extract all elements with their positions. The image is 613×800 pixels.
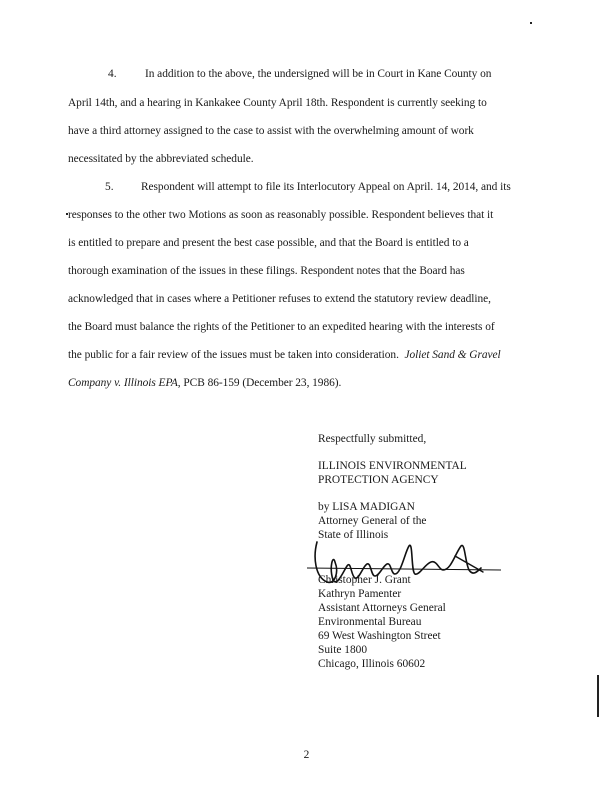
paragraph-4-line-2: April 14th, and a hearing in Kankakee County April 18th. Respondent is currently seeking to [68, 97, 487, 109]
citation-case-name: Joliet Sand & Gravel [404, 349, 501, 361]
paragraph-4-line-1: In addition to the above, the undersigned will be in Court in Kane County on [145, 68, 492, 80]
citation-case-name-cont: Company v. Illinois EPA [68, 377, 178, 389]
paragraph-5-line-4: thorough examination of the issues in these filings. Respondent notes that the Board has [68, 265, 465, 277]
paragraph-5-line-7 [68, 349, 501, 362]
paragraph-5-line-8 [68, 377, 341, 390]
scan-speck [530, 22, 532, 24]
address-line-2: Suite 1800 [318, 644, 368, 656]
paragraph-4-line-3: have a third attorney assigned to the case to assist with the overwhelming amount of work [68, 125, 474, 137]
address-line-1: 69 West Washington Street [318, 630, 441, 642]
attorney-role: Assistant Attorneys General [318, 602, 446, 614]
title-line-2: State of Illinois [318, 529, 389, 541]
scan-edge-mark [597, 675, 599, 717]
paragraph-5-number: 5. [105, 181, 114, 193]
paragraph-5-line-1: Respondent will attempt to file its Interlocutory Appeal on April. 14, 2014, and its [141, 181, 511, 193]
paragraph-5-line-6: the Board must balance the rights of the Petitioner to an expedited hearing with the interests of [68, 321, 495, 333]
page-number: 2 [303, 749, 310, 761]
citation-rest: , PCB 86-159 (December 23, 1986). [177, 377, 342, 389]
paragraph-5-line-7-text: the public for a fair review of the issues must be taken into consideration. [68, 349, 399, 361]
closing: Respectfully submitted, [318, 433, 427, 445]
agency-line-1: ILLINOIS ENVIRONMENTAL [318, 460, 467, 472]
attorney-name-1: Christopher J. Grant [318, 574, 411, 586]
paragraph-5-line-2: responses to the other two Motions as soon as reasonably possible. Respondent believes that it [68, 209, 494, 221]
paragraph-4-number: 4. [108, 68, 117, 80]
scan-speck-2 [66, 213, 68, 215]
address-line-3: Chicago, Illinois 60602 [318, 658, 426, 670]
by-line: by LISA MADIGAN [318, 501, 415, 513]
paragraph-4-line-4: necessitated by the abbreviated schedule. [68, 153, 254, 165]
bureau: Environmental Bureau [318, 616, 422, 628]
paragraph-5-line-3: is entitled to prepare and present the best case possible, and that the Board is entitled to a [68, 237, 469, 249]
agency-line-2: PROTECTION AGENCY [318, 474, 439, 486]
attorney-name-2: Kathryn Pamenter [318, 588, 402, 600]
paragraph-5-line-5: acknowledged that in cases where a Petitioner refuses to extend the statutory review deadline, [68, 293, 491, 305]
title-line-1: Attorney General of the [318, 515, 427, 527]
